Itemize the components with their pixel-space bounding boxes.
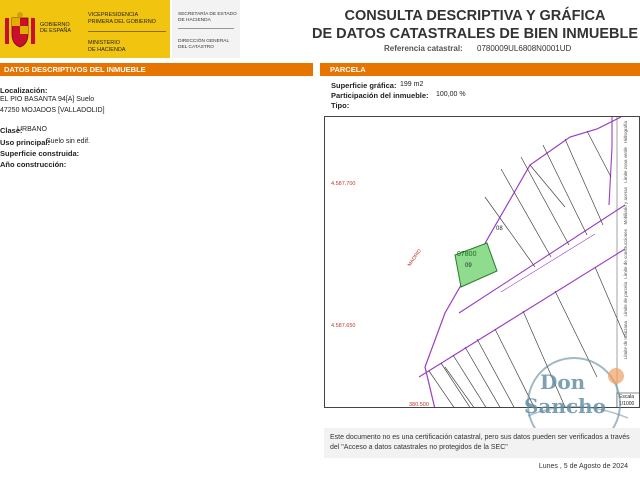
secretaria-block [172,0,240,58]
participacion-label: Participación del inmueble: [331,91,429,100]
legend-item: Límite de parcela [622,282,628,317]
min-line1: MINISTERIO [88,40,121,46]
title-line1: CONSULTA DESCRIPTIVA Y GRÁFICA [344,8,606,24]
coord-y2: 4.587.650 [331,323,356,329]
clase-label: Clase: [0,126,23,135]
uso-value: Suelo sin edif. [46,138,90,145]
superficie-construida-label: Superficie construida: [0,149,80,158]
document-title [310,7,640,43]
participacion-value: 100,00 % [436,91,466,98]
legend-item: Límite de manzana [622,320,628,360]
sec-line1: SECRETARÍA DE ESTADO [178,12,237,17]
legend-item: Hidrografía [622,121,628,144]
scale-label: Escala [619,394,635,400]
vice-line2: PRIMERA DEL GOBIERNO [88,18,156,25]
upper-parcel-lines [485,131,611,267]
map-legend [621,121,629,391]
footnote-box [324,428,640,458]
street-label: MADRID [406,248,423,268]
localizacion-label: Localización: [0,86,48,95]
parcel-number-label: 09 [465,263,472,269]
anio-construccion-label: Año construcción: [0,160,67,169]
watermark-line1: Don [540,370,586,394]
sec-line2: DE HACIENDA [178,18,211,23]
uso-label: Uso principal: [0,138,51,147]
clase-value: URBANO [17,126,47,133]
government-logo-block [0,0,170,58]
parcel-ref-label: 07800 [457,251,477,258]
target-parcel[interactable] [455,243,497,287]
legend-item: Límite zona verde [622,147,628,184]
coord-x1: 380.500 [409,402,429,408]
legend-item: Mobiliario y aceras [622,187,628,225]
referencia-value: 0780009UL6808N0001UD [477,44,572,53]
legend-item: Límite de construcciones [622,228,628,279]
superficie-grafica-label: Superficie gráfica: [331,81,397,90]
vice-line1: VICEPRESIDENCIA [88,12,139,18]
gov-line2: DE ESPAÑA [40,28,72,34]
title-line2: DE DATOS CATASTRALES DE BIEN INMUEBLE [312,26,638,42]
ministerio-label [88,40,168,53]
dir-line2: DEL CATASTRO [178,45,214,50]
watermark-line2: Sancho [524,394,607,418]
document-date: Lunes , 5 de Agosto de 2024 [538,463,628,470]
neighbor-parcel-number: 08 [496,226,503,232]
tipo-label: Tipo: [331,101,350,110]
superficie-grafica-value: 199 m2 [400,81,424,88]
right-block-boundary [609,117,612,205]
footnote-text: Este documento no es una certificación catastral, pero sus datos pueden ser verificados a través del "Acceso a datos catastrales no protegidos de la SEC" [330,434,630,451]
datos-descriptivos-header: DATOS DESCRIPTIVOS DEL INMUEBLE [0,63,313,76]
localizacion-line2: 47250 MOJADOS [VALLADOLID] [0,107,105,114]
min-line2: DE HACIENDA [88,46,126,53]
road-measure-ticks [501,234,595,292]
coord-y1: 4.587.700 [331,181,356,187]
parcela-header: PARCELA [320,63,640,76]
gov-line1: GOBIERNO [40,22,70,28]
coat-of-arms-icon [3,10,37,52]
dir-line1: DIRECCIÓN GENERAL [178,39,230,44]
divider [178,28,234,29]
localizacion-line1: EL PIO BASANTA 94[A] Suelo [0,96,95,103]
scale-value: 1/1000 [619,401,635,407]
divider [88,31,166,32]
vicepresidencia-label [88,12,168,25]
referencia-label: Referencia catastral: [384,44,463,53]
